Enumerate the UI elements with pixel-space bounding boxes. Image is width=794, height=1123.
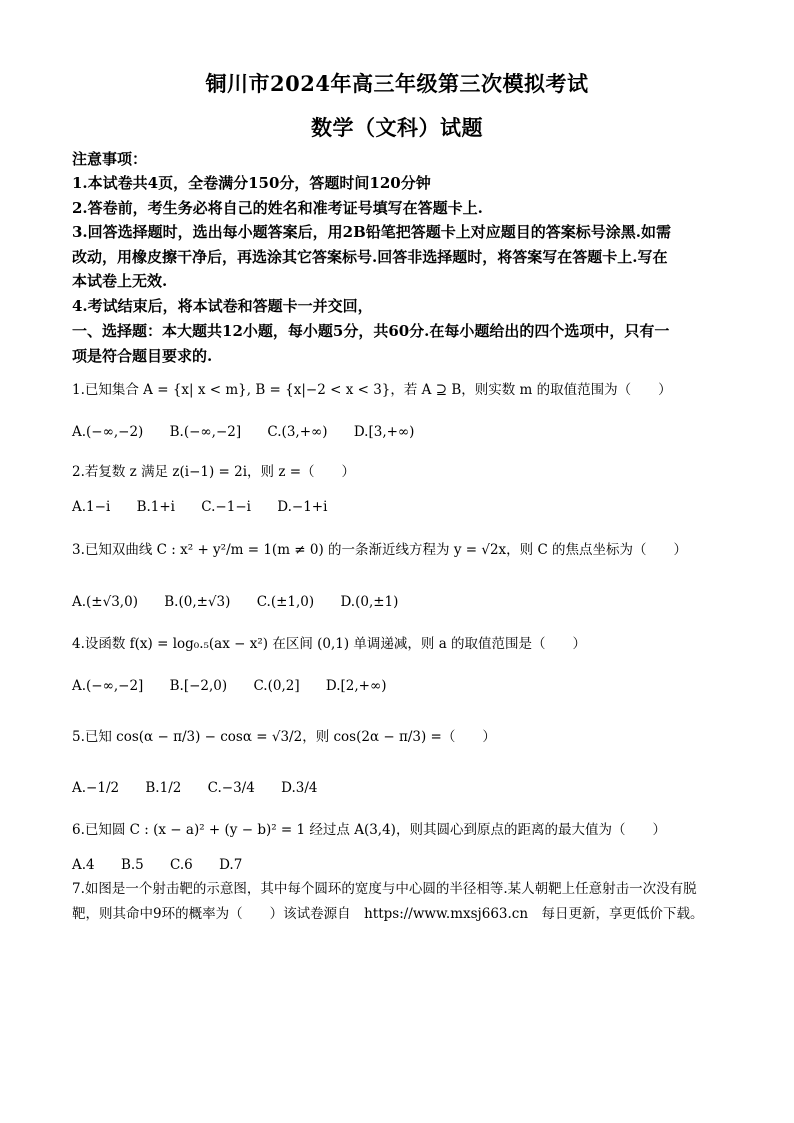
option-a: A.(−∞,−2] bbox=[72, 678, 144, 694]
note-line: 2.答卷前，考生务必将自己的姓名和准考证号填写在答题卡上. bbox=[72, 199, 483, 217]
option-c: C.(0,2] bbox=[253, 678, 300, 694]
question-4-options bbox=[72, 677, 722, 695]
option-d: D.−1+i bbox=[277, 499, 328, 515]
section-heading: 一、选择题：本大题共12小题，每小题5分，共60分.在每小题给出的四个选项中，只有一 bbox=[72, 322, 670, 340]
option-b: B.(−∞,−2] bbox=[169, 424, 242, 440]
question-2-stem: 2.若复数 z 满足 z(i−1) = 2i，则 z =（ ） bbox=[72, 464, 356, 480]
option-b: B.(0,±√3) bbox=[164, 594, 231, 610]
note-line: 3.回答选择题时，选出每小题答案后，用2B铅笔把答题卡上对应题目的答案标号涂黑.如需 bbox=[72, 223, 672, 241]
question-6-options bbox=[72, 856, 722, 874]
option-d: D.(0,±1) bbox=[340, 594, 399, 610]
question-1-stem: 1.已知集合 A = {x| x < m}, B = {x|−2 < x < 3}，若 A ⊇ B，则实数 m 的取值范围为（ ） bbox=[72, 382, 672, 398]
question-2-options bbox=[72, 498, 722, 516]
option-d: D.[3,+∞) bbox=[353, 424, 415, 440]
option-b: B.1/2 bbox=[145, 780, 182, 796]
exam-subtitle: 数学（文科）试题 bbox=[311, 115, 483, 140]
option-c: C.(3,+∞) bbox=[267, 424, 328, 440]
question-5-stem: 5.已知 cos(α − π/3) − cosα = √3/2，则 cos(2α − π/3) =（ ） bbox=[72, 729, 496, 745]
question-4-stem: 4.设函数 f(x) = log₀.₅(ax − x²) 在区间 (0,1) 单调递减，则 a 的取值范围是（ ） bbox=[72, 636, 587, 652]
question-7-stem: 7.如图是一个射击靶的示意图，其中每个圆环的宽度与中心圆的半径相等.某人朝靶上任意射击一次没有脱 bbox=[72, 881, 697, 897]
option-a: A.1−i bbox=[72, 499, 111, 515]
option-d: D.[2,+∞) bbox=[325, 678, 387, 694]
option-a: A.(−∞,−2) bbox=[72, 424, 144, 440]
question-3-stem: 3.已知双曲线 C : x² + y²/m = 1(m ≠ 0) 的一条渐近线方程为 y = √2x，则 C 的焦点坐标为（ ） bbox=[72, 542, 688, 558]
notes-heading: 注意事项： bbox=[72, 150, 148, 168]
option-a: A.(±√3,0) bbox=[72, 594, 138, 610]
question-6-stem: 6.已知圆 C : (x − a)² + (y − b)² = 1 经过点 A(3,4)，则其圆心到原点的距离的最大值为（ ） bbox=[72, 822, 666, 838]
question-3-options bbox=[72, 593, 722, 611]
question-7-stem-cont: 靶，则其命中9环的概率为（ ）该试卷源自 https://www.mxsj663.cn 每日更新，享更低价下载。 bbox=[72, 906, 704, 922]
option-c: C.−1−i bbox=[201, 499, 251, 515]
option-c: C.6 bbox=[170, 857, 193, 873]
option-c: C.−3/4 bbox=[207, 780, 255, 796]
note-line: 本试卷上无效. bbox=[72, 272, 168, 290]
note-line: 4.考试结束后，将本试卷和答题卡一并交回， bbox=[72, 297, 373, 315]
question-1-options bbox=[72, 423, 722, 441]
question-5-options bbox=[72, 779, 722, 797]
option-c: C.(±1,0) bbox=[256, 594, 315, 610]
section-heading-cont: 项是符合题目要求的. bbox=[72, 347, 213, 365]
option-a: A.−1/2 bbox=[72, 780, 120, 796]
option-a: A.4 bbox=[72, 857, 95, 873]
option-d: D.3/4 bbox=[281, 780, 318, 796]
option-b: B.1+i bbox=[136, 499, 175, 515]
exam-title: 铜川市2024年高三年级第三次模拟考试 bbox=[205, 71, 589, 96]
option-b: B.[−2,0) bbox=[169, 678, 228, 694]
note-line: 1.本试卷共4页，全卷满分150分，答题时间120分钟 bbox=[72, 174, 431, 192]
option-b: B.5 bbox=[120, 857, 144, 873]
option-d: D.7 bbox=[219, 857, 243, 873]
note-line: 改动，用橡皮擦干净后，再选涂其它答案标号.回答非选择题时，将答案写在答题卡上.写在 bbox=[72, 248, 668, 266]
